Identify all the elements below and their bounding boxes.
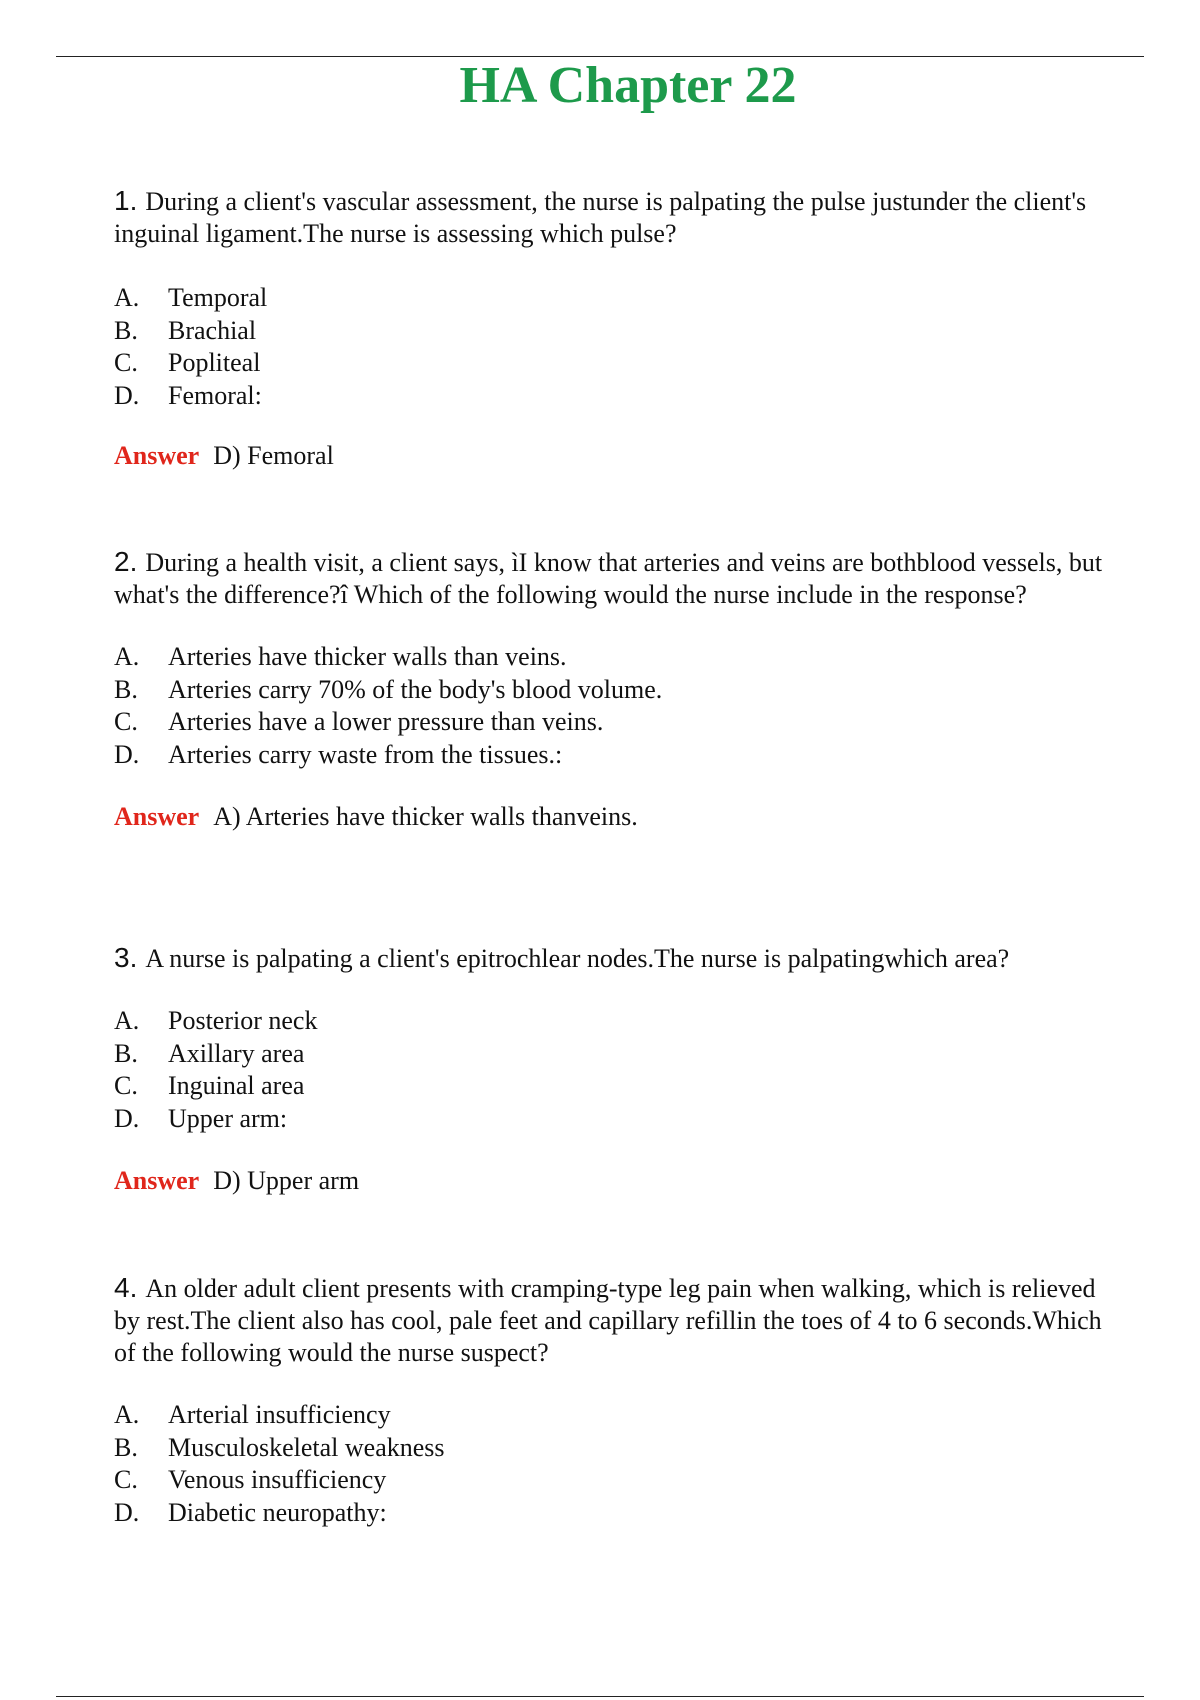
question-3-option-b: B. Axillary area (114, 1038, 305, 1068)
question-2-number: 2. (114, 546, 138, 577)
question-4-number: 4. (114, 1272, 138, 1303)
question-1-option-a: A. Temporal (114, 283, 268, 312)
question-4-option-a: A. Arterial insufficiency (114, 1400, 391, 1429)
question-2 (114, 546, 1124, 833)
question-3-text (114, 942, 1124, 975)
question-1-answer (114, 440, 1124, 472)
question-3 (114, 942, 1124, 1197)
question-2-stem: During a health visit, a client says, ìI know that arteries and veins are bothblood vessels, but what's the difference?î Which of the following would the nurse include in the response? (114, 548, 1103, 609)
question-1-stem: During a client's vascular assessment, the nurse is palpating the pulse justunder the client's inguinal ligament.The nurse is assessing which pulse? (114, 187, 1087, 248)
question-3-option-a: A. Posterior neck (114, 1006, 318, 1035)
question-2-option-d: D. Arteries carry waste from the tissues.: (114, 739, 563, 769)
question-4-option-d: D. Diabetic neuropathy: (114, 1497, 387, 1527)
question-2-option-b: B. Arteries carry 70% of the body's blood volume. (114, 674, 663, 704)
question-1-option-d: D. Femoral: (114, 380, 262, 410)
question-4-options (114, 1399, 1124, 1529)
question-1-answer-text: D) Femoral (213, 441, 334, 470)
bottom-rule (56, 1696, 1144, 1697)
question-1 (114, 185, 1124, 472)
question-3-option-d: D. Upper arm: (114, 1103, 288, 1133)
question-3-options (114, 1005, 1124, 1135)
answer-label: Answer (114, 802, 200, 831)
question-1-text (114, 185, 1124, 250)
question-3-answer-text: D) Upper arm (213, 1166, 360, 1195)
question-2-option-a: A. Arteries have thicker walls than veins. (114, 642, 567, 671)
answer-label: Answer (114, 441, 200, 470)
question-2-text (114, 546, 1124, 611)
answer-label: Answer (114, 1166, 200, 1195)
question-1-option-c: C. Popliteal (114, 348, 261, 377)
question-2-option-c: C. Arteries have a lower pressure than veins. (114, 707, 604, 736)
question-2-options (114, 641, 1124, 771)
question-4-text (114, 1272, 1124, 1369)
document-title: HA Chapter 22 (459, 57, 797, 114)
question-4-option-b: B. Musculoskeletal weakness (114, 1432, 445, 1462)
question-3-stem: A nurse is palpating a client's epitrochlear nodes.The nurse is palpatingwhich area? (145, 944, 1010, 973)
question-1-number: 1. (114, 185, 138, 216)
question-1-option-b: B. Brachial (114, 315, 257, 345)
question-1-options (114, 282, 1124, 412)
question-4 (114, 1272, 1124, 1529)
question-4-option-c: C. Venous insufficiency (114, 1465, 387, 1494)
question-3-answer (114, 1165, 1124, 1197)
question-3-number: 3. (114, 942, 138, 973)
question-4-stem: An older adult client presents with cramping-type leg pain when walking, which is relieved by rest.The client also has cool, pale feet and capillary refillin the toes of 4 to 6 seconds.Which of the following would the nurse suspect? (114, 1274, 1102, 1367)
question-2-answer (114, 801, 1124, 833)
question-2-answer-text: A) Arteries have thicker walls thanveins. (213, 802, 638, 831)
question-3-option-c: C. Inguinal area (114, 1071, 305, 1100)
